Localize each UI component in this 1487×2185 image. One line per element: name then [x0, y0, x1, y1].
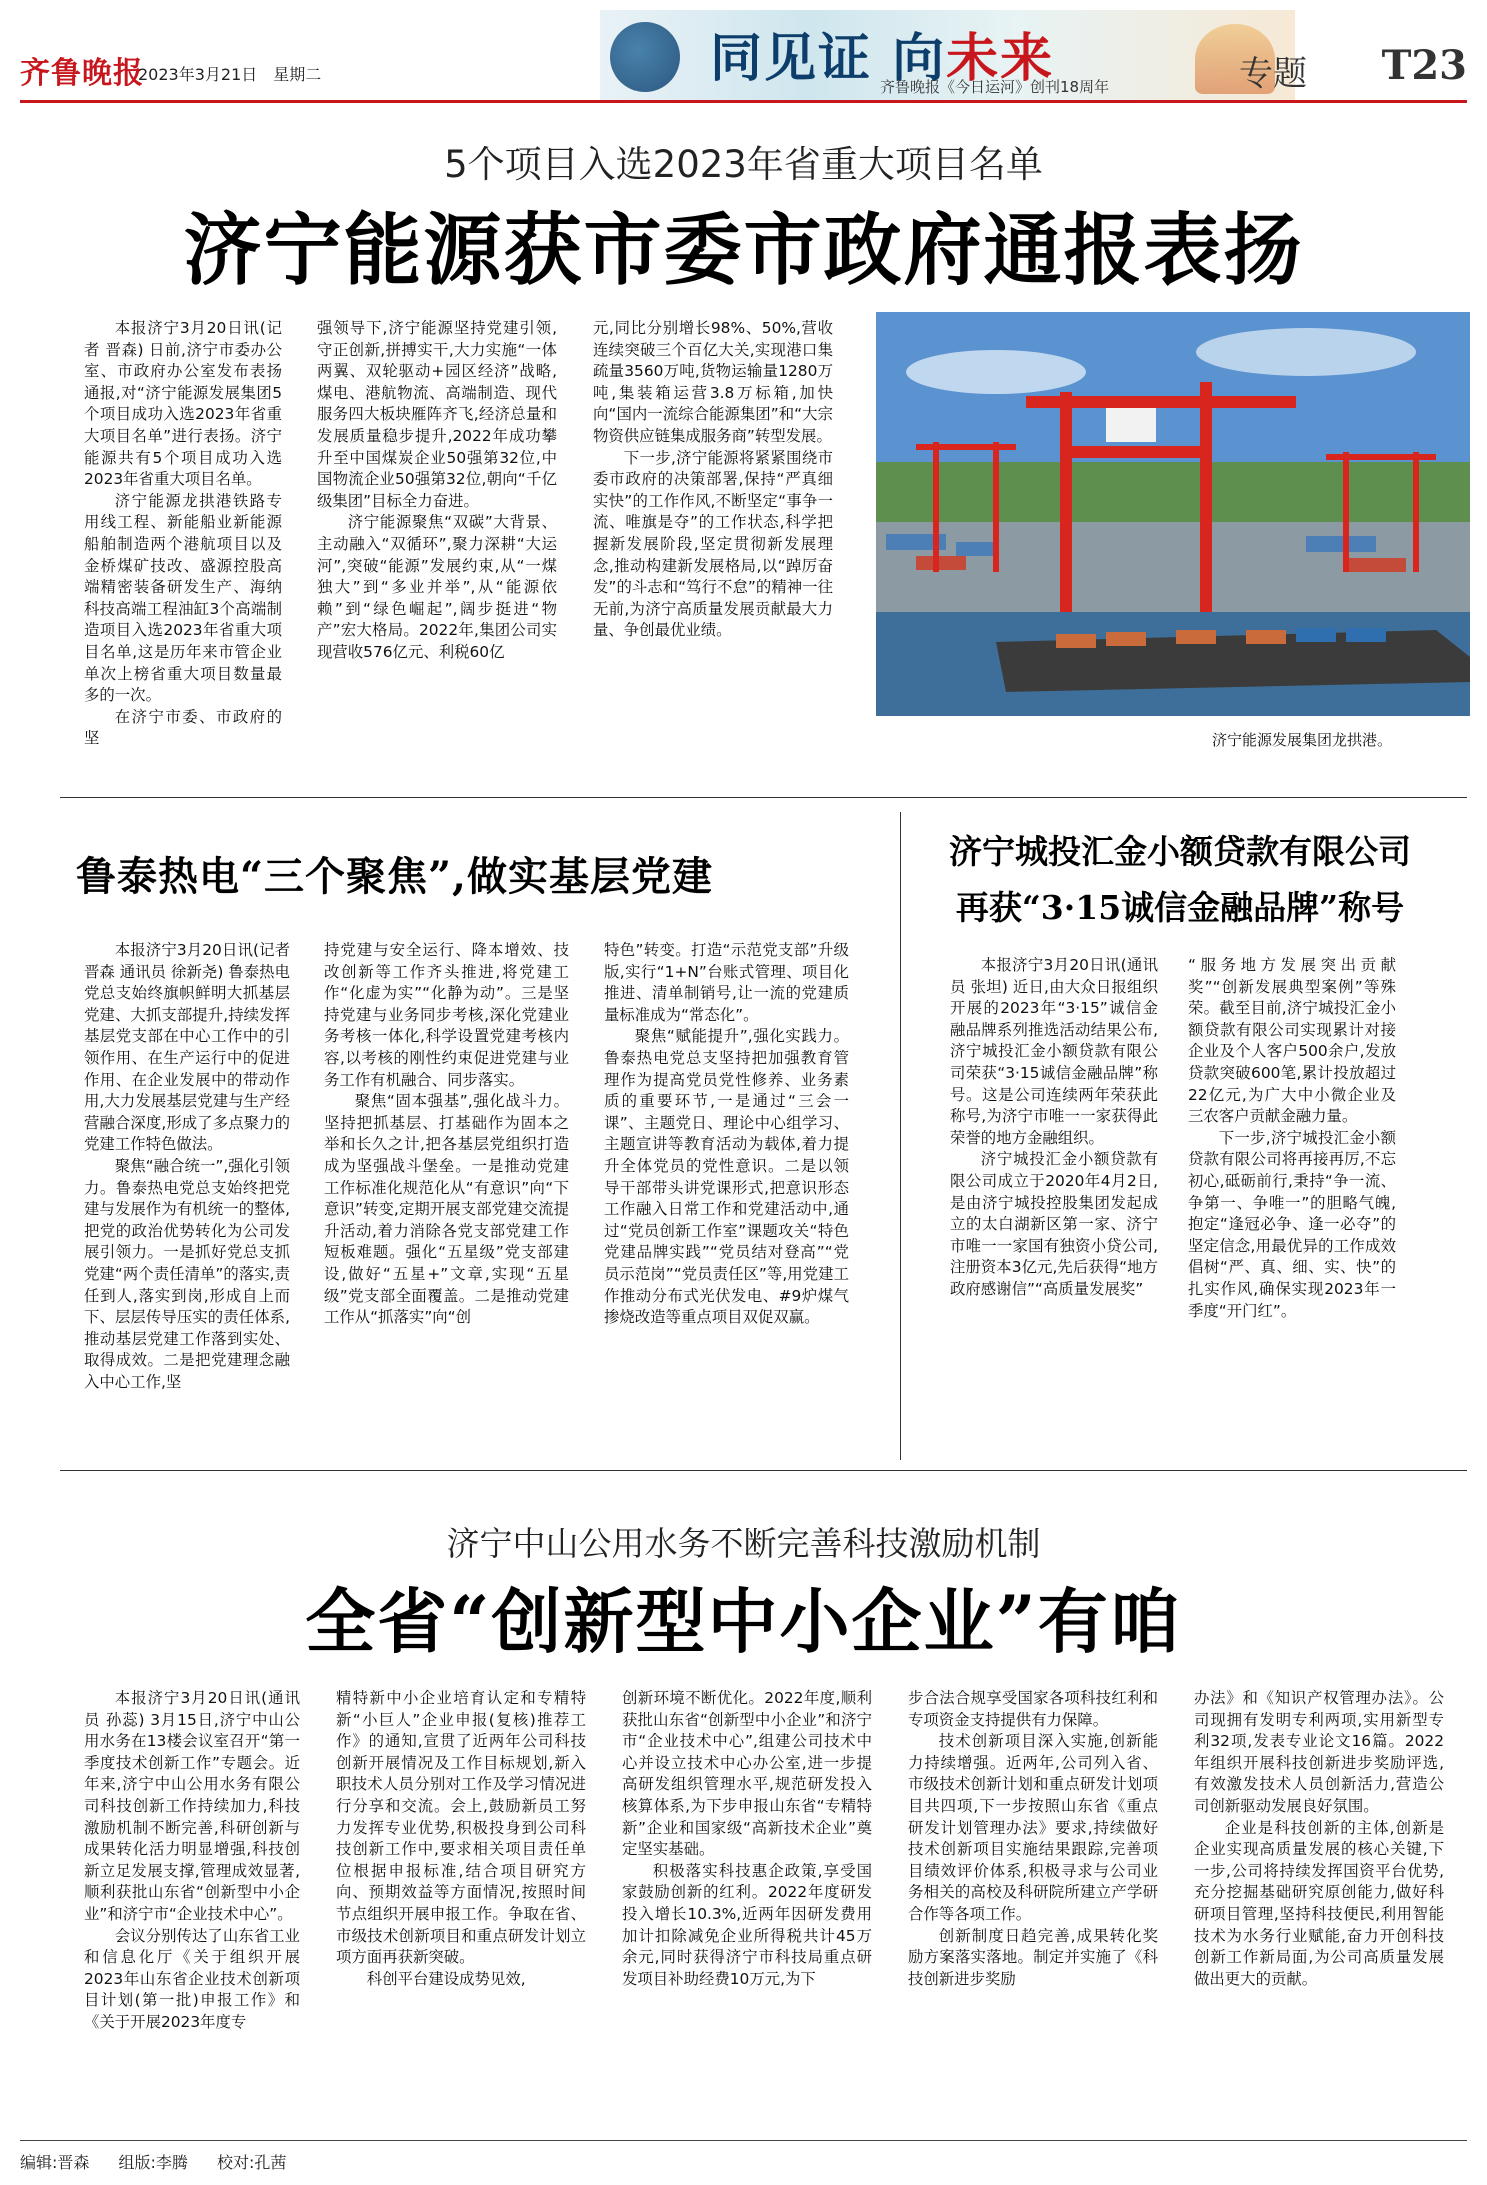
- section-divider: [60, 797, 1467, 798]
- layout-credit: 组版:李腾: [118, 2153, 188, 2172]
- article2-column-1: [84, 940, 290, 1393]
- paragraph: 聚焦“融合统一”,强化引领力。鲁泰热电党总支始终把党建与发展作为有机统一的整体,把党的政治优势转化为公司发展引领力。一是抓好党总支抓党建“两个责任清单”的落实,责任到人,落实到岗,形成自上而下、层层传导压实的责任体系,推动基层党建工作落到实处、取得成效。二是把党建理念融入中心工作,坚: [84, 1156, 290, 1391]
- newspaper-brand: 齐鲁晚报: [20, 56, 144, 91]
- paragraph: 本报济宁3月20日讯(通讯员 张坦) 近日,由大众日报组织开展的2023年“3·15”诚信金融品牌系列推选活动结果公布,济宁城投汇金小额贷款有限公司荣获“3·15诚信金融品牌”称号。这是公司连续两年荣获此称号,为济宁市唯一一家获得此荣誉的地方金融组织。: [950, 956, 1158, 1147]
- article4-column-3: [622, 1688, 872, 1990]
- article3-column-2: [1188, 955, 1396, 1322]
- paragraph: 技术创新项目深入实施,创新能力持续增强。近两年,公司列入省、市级技术创新计划和重点研发计划项目共四项,下一步按照山东省《重点研发计划管理办法》要求,持续做好技术创新项目实施结果跟踪,完善项目绩效评价体系,积极寻求与公司业务相关的高校及科研院所建立产学研合作等各项工作。: [908, 1732, 1158, 1923]
- article1-column-2: [317, 318, 557, 664]
- paragraph: 本报济宁3月20日讯(记者 晋森 通讯员 徐新尧) 鲁泰热电党总支始终旗帜鲜明大抓基层党建、大抓支部提升,持续发挥基层党支部在中心工作中的引领作用、在生产运行中的促进作用、在企业发展中的带动作用,大力发展基层党建与生产经营融合深度,形成了多点聚力的党建工作特色做法。: [84, 941, 290, 1154]
- article2-column-2: [324, 940, 569, 1329]
- paragraph: 特色”转变。打造“示范党支部”升级版,实行“1+N”台账式管理、项目化推进、清单制销号,让一流的党建质量标准成为“常态化”。: [604, 941, 849, 1024]
- paragraph: 济宁城投汇金小额贷款有限公司成立于2020年4月2日,是由济宁城投控股集团发起成立的太白湖新区第一家、济宁市唯一一家国有独资小贷公司,注册资本3亿元,先后获得“地方政府感谢信”“高质量发展奖”: [950, 1150, 1158, 1298]
- article1-column-1: [84, 318, 282, 750]
- footer-rule: [20, 2140, 1467, 2141]
- paragraph: 创新制度日趋完善,成果转化奖励方案落实落地。制定并实施了《科技创新进步奖励: [908, 1926, 1158, 1988]
- article3-headline-line2: 再获“3·15诚信金融品牌”称号: [955, 888, 1405, 927]
- article1-column-3: [593, 318, 833, 642]
- paragraph: 精特新中小企业培育认定和专精特新“小巨人”企业申报(复核)推荐工作》的通知,宣贯了近两年公司科技创新开展情况及工作目标规划,新入职技术人员分别对工作及学习情况进行分享和交流。会上,鼓励新员工努力发挥专业优势,积极投身到公司科技创新工作中,要求相关项目责任单位根据申报标准,结合项目研究方向、预期效益等方面情况,按照时间节点组织开展申报工作。争取在省、市级技术创新项目和重点研发计划立项方面再获新突破。: [336, 1689, 586, 1967]
- article3-column-1: [950, 955, 1158, 1301]
- paragraph: 步合法合规享受国家各项科技红利和专项资金支持提供有力保障。: [908, 1689, 1158, 1729]
- paragraph: 创新环境不断优化。2022年度,顺利获批山东省“创新型中小企业”和济宁市“企业技术中心”,组建公司技术中心并设立技术中心办公室,进一步提高研发组织管理水平,规范研发投入核算体系,为下步申报山东省“专精特新”企业和国家级“高新技术企业”奠定坚实基础。: [622, 1689, 872, 1859]
- paragraph: 积极落实科技惠企政策,享受国家鼓励创新的红利。2022年度研发投入增长10.3%,近两年因研发费用加计扣除减免企业所得税共计45万余元,同时获得济宁市科技局重点研发项目补助经费10万元,为下: [622, 1861, 872, 1988]
- article3-headline-line1: 济宁城投汇金小额贷款有限公司: [949, 832, 1411, 871]
- paragraph: 强领导下,济宁能源坚持党建引领,守正创新,拼搏实干,大力实施“一体两翼、双轮驱动+园区经济”战略,煤电、港航物流、高端制造、现代服务四大板块雁阵齐飞,经济总量和发展质量稳步提升,2022年成功攀升至中国煤炭企业50强第32位,中国物流企业50强第32位,朝向“千亿级集团”目标全力奋进。: [317, 319, 557, 510]
- article4-headline: 全省“创新型中小企业”有咱: [305, 1580, 1182, 1663]
- port-crane-illustration: [876, 312, 1470, 716]
- paragraph: 下一步,济宁城投汇金小额贷款有限公司将再接再厉,不忘初心,砥砺前行,秉持“争一流、争第一、争唯一”的胆略气魄,抱定“逢冠必争、逢一必夺”的坚定信念,用最优异的工作成效倡树“严、真、细、实、快”的扎实作风,确保实现2023年一季度“开门红”。: [1188, 1128, 1396, 1320]
- paragraph: 聚焦“赋能提升”,强化实践力。鲁泰热电党总支坚持把加强教育管理作为提高党员党性修养、业务素质的重要环节,一是通过“三会一课”、主题党日、理论中心组学习、主题宣讲等教育活动为载体,着力提升全体党员的党性意识。二是以领导干部带头讲党课形式,把意识形态工作融入日常工作和党建活动中,通过“党员创新工作室”课题攻关“特色党建品牌实践”“党员结对登高”“党员示范岗”“党员责任区”等,用党建工作推动分布式光伏发电、#9炉煤气掺烧改造等重点项目双促双赢。: [604, 1027, 849, 1327]
- page-number: T23: [1381, 42, 1467, 89]
- article4-column-2: [336, 1688, 586, 1990]
- paragraph: 济宁能源聚焦“双碳”大背景、主动融入“双循环”,聚力深耕“大运河”,突破“能源”发展约束,从“一煤独大”到“多业并举”,从“能源依赖”到“绿色崛起”,阔步挺进“物产”宏大格局。2022年,集团公司实现营收576亿元、利税60亿: [317, 513, 557, 661]
- paragraph: 科创平台建设成势见效,: [366, 1969, 526, 1988]
- paragraph: 持党建与安全运行、降本增效、技改创新等工作齐头推进,将党建工作“化虚为实”“化静为动”。三是坚持党建与业务同步考核,深化党建业务考核一体化,科学设置党建考核内容,以考核的刚性约束促进党建与业务工作有机融合、同步落实。: [324, 941, 569, 1089]
- banner-subtitle: 齐鲁晚报《今日运河》创刊18周年: [880, 78, 1110, 96]
- issue-date: 2023年3月21日 星期二: [138, 65, 322, 84]
- section-label: 专题: [1239, 54, 1307, 94]
- paragraph: “服务地方发展突出贡献奖”“创新发展典型案例”等殊荣。截至目前,济宁城投汇金小额贷款有限公司实现累计对接企业及个人客户500余户,发放贷款突破600笔,累计投放超过22亿元,为广大中小微企业及三农客户贡献金融力量。: [1188, 956, 1396, 1126]
- paragraph: 办法》和《知识产权管理办法》。公司现拥有发明专利两项,实用新型专利32项,发表专业论文16篇。2022年组织开展科技创新进步奖励评选,有效激发技术人员创新活力,营造公司创新驱动发展良好氛围。: [1194, 1689, 1444, 1815]
- article1-kicker: 5个项目入选2023年省重大项目名单: [444, 143, 1043, 186]
- editor-credit: 编辑:晋森: [20, 2153, 90, 2172]
- article2-headline: 鲁泰热电“三个聚焦”,做实基层党建: [76, 853, 713, 900]
- paragraph: 在济宁市委、市政府的坚: [84, 707, 282, 748]
- article2-column-3: [604, 940, 849, 1329]
- paragraph: 会议分别传达了山东省工业和信息化厅《关于组织开展2023年山东省企业技术创新项目计划(第一批)申报工作》和《关于开展2023年度专: [84, 1926, 300, 2031]
- proof-credit: 校对:孔茜: [217, 2153, 287, 2172]
- paragraph: 本报济宁3月20日讯(记者 晋森) 日前,济宁市委办公室、市政府办公室发布表扬通报,对“济宁能源发展集团5个项目成功入选2023年省重大项目名单”进行表扬。济宁能源共有5个项目成功入选2023年省重大项目名单。: [84, 319, 282, 489]
- article1-headline: 济宁能源获市委市政府通报表扬: [183, 205, 1304, 296]
- paragraph: 元,同比分别增长98%、50%,营收连续突破三个百亿大关,实现港口集疏量3560万吨,货物运输量1280万吨,集装箱运营3.8万标箱,加快向“国内一流综合能源集团”和“大宗物资供应链集成服务商”转型发展。: [593, 319, 833, 445]
- photo-caption: 济宁能源发展集团龙拱港。: [1212, 731, 1393, 749]
- article4-column-1: [84, 1688, 300, 2034]
- paragraph: 聚焦“固本强基”,强化战斗力。坚持把抓基层、打基础作为固本之举和长久之计,把各基层党组织打造成为坚强战斗堡垒。一是推动党建工作标准化规范化从“有意识”向“下意识”转变,定期开展支部党建交流提升活动,着力消除各党支部党建工作短板难题。强化“五星级”党支部建设,做好“五星+”文章,实现“五星级”党支部全面覆盖。二是推动党建工作从“抓落实”向“创: [324, 1092, 569, 1327]
- paragraph: 济宁能源龙拱港铁路专用线工程、新能船业新能源船舶制造两个港航项目以及金桥煤矿技改、盛源控股高端精密装备研发生产、海纳科技高端工程油缸3个高端制造项目入选2023年省重大项目名单,这是历年来市管企业单次上榜省重大项目数量最多的一次。: [84, 491, 282, 705]
- masthead: [20, 28, 1467, 96]
- article4-kicker: 济宁中山公用水务不断完善科技激励机制: [446, 1524, 1041, 1563]
- banner-slogan: 同见证 向未来: [710, 28, 1055, 89]
- article4-column-5: [1194, 1688, 1444, 1990]
- paragraph: 本报济宁3月20日讯(通讯员 孙蕊) 3月15日,济宁中山公用水务在13楼会议室召开“第一季度技术创新工作”专题会。近年来,济宁中山公用水务有限公司科技创新工作持续加力,科技激励机制不断完善,科研创新与成果转化活力明显增强,科技创新立足发展支撑,管理成效显著,顺利获批山东省“创新型中小企业”和济宁市“企业技术中心”。: [84, 1689, 300, 1923]
- paragraph: 企业是科技创新的主体,创新是企业实现高质量发展的核心关键,下一步,公司将持续发挥国资平台优势,充分挖掘基础研究原创能力,做好科研项目管理,坚持科技便民,利用智能技术为水务行业赋能,奋力开创科技创新工作新局面,为公司高质量发展做出更大的贡献。: [1194, 1818, 1444, 1988]
- anniversary-banner: [600, 10, 1295, 102]
- wave-icon: [610, 22, 680, 92]
- section-divider: [60, 1470, 1467, 1471]
- column-divider: [900, 812, 901, 1460]
- footer-credits: [20, 2150, 310, 2173]
- paragraph: 下一步,济宁能源将紧紧围绕市委市政府的决策部署,保持“严真细实快”的工作作风,不断坚定“事争一流、唯旗是夺”的工作状态,科学把握新发展阶段,坚定贯彻新发展理念,推动构建新发展格局,以“踔厉奋发”的斗志和“笃行不怠”的精神一往无前,为济宁高质量发展贡献最大力量、争创最优业绩。: [593, 448, 833, 640]
- article4-column-4: [908, 1688, 1158, 1990]
- masthead-rule: [20, 100, 1467, 103]
- port-photo: [876, 312, 1470, 716]
